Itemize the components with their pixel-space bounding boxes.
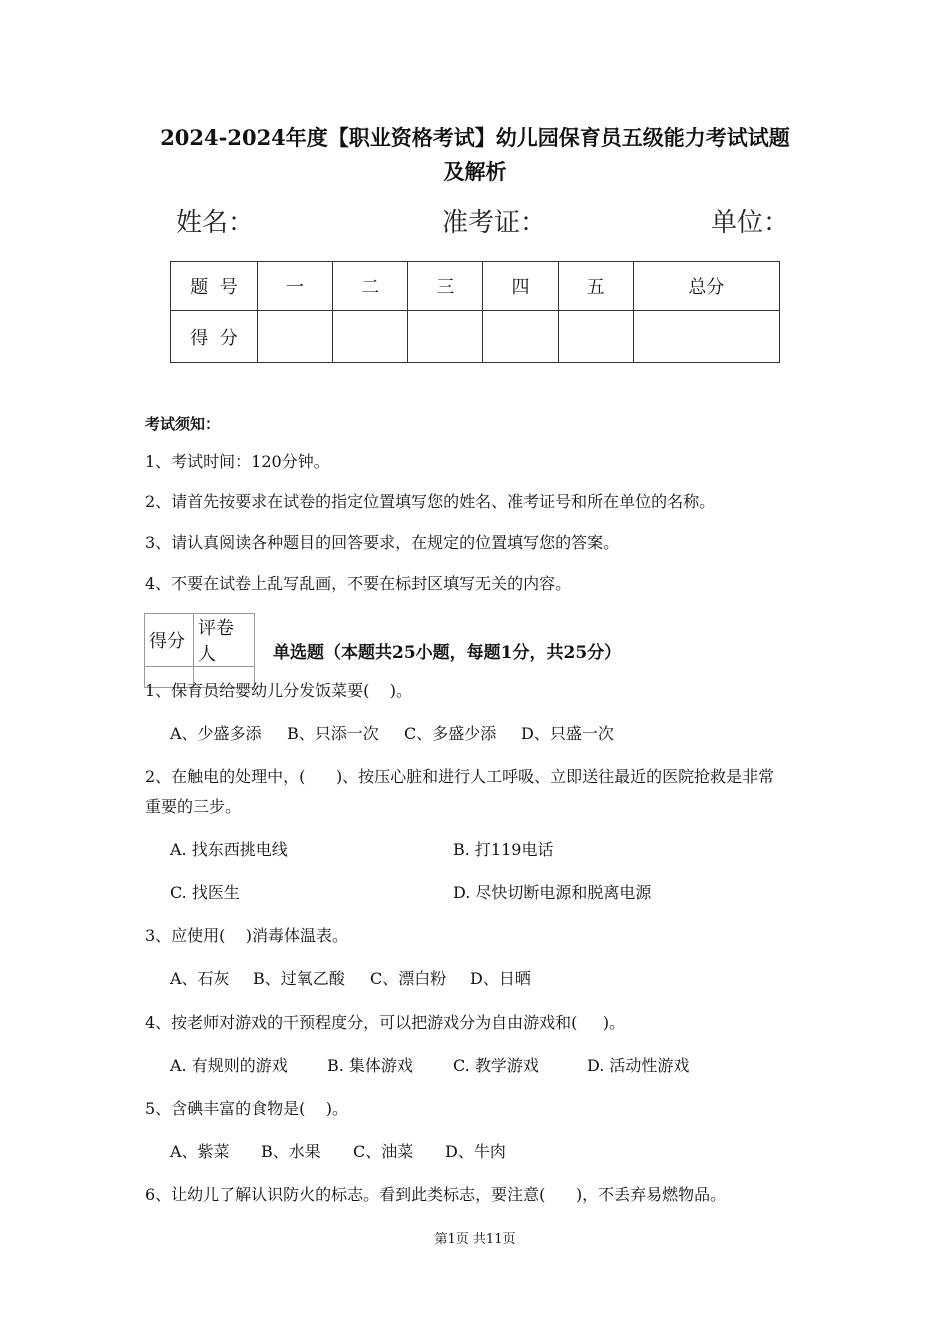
grader-reviewer-label: 评卷人 [194, 614, 255, 667]
score-table-header-cell: 二 [333, 262, 408, 311]
option: D、只盛一次 [521, 724, 614, 743]
option: C、多盛少添 [404, 724, 497, 743]
score-table-header-cell: 五 [558, 262, 633, 311]
option: D. 活动性游戏 [587, 1056, 690, 1075]
score-table-header-cell: 总分 [633, 262, 779, 311]
document-title: 2024-2024年度【职业资格考试】幼儿园保育员五级能力考试试题 [160, 125, 790, 150]
notice-item: 3、请认真阅读各种题目的回答要求，在规定的位置填写您的答案。 [145, 533, 620, 552]
name-label: 姓名： [176, 208, 255, 238]
option: D. 尽快切断电源和脱离电源 [453, 883, 652, 902]
unit-label: 单位： [711, 208, 790, 238]
score-table-header-cell: 三 [408, 262, 483, 311]
score-table-header-cell: 一 [258, 262, 333, 311]
option: A、石灰 [170, 969, 230, 988]
question-stem: 3、应使用( )消毒体温表。 [145, 926, 349, 945]
score-cell [633, 311, 779, 363]
question-stem: 5、含碘丰富的食物是( )。 [145, 1099, 349, 1118]
score-table [170, 261, 780, 363]
score-table-header-cell: 四 [483, 262, 558, 311]
exam-id-label: 准考证： [442, 208, 547, 238]
option: D、牛肉 [445, 1142, 506, 1161]
score-row-label: 得 分 [171, 311, 258, 363]
option: B、水果 [261, 1142, 321, 1161]
notice-item: 1、考试时间：120分钟。 [145, 452, 330, 471]
page-footer: 第1页 共11页 [434, 1232, 516, 1247]
score-table-header-cell: 题 号 [171, 262, 258, 311]
question-stem: 1、保育员给婴幼儿分发饭菜要( )。 [145, 681, 413, 700]
score-table-score-row [171, 311, 780, 363]
option: C、漂白粉 [370, 969, 447, 988]
score-table-header-row [171, 262, 780, 311]
option: B. 打119电话 [453, 840, 554, 859]
option: C. 教学游戏 [453, 1056, 539, 1075]
option: B、只添一次 [287, 724, 379, 743]
option: A. 有规则的游戏 [170, 1056, 288, 1075]
option: B、过氧乙酸 [253, 969, 345, 988]
grader-box [144, 613, 255, 688]
question-stem-continued: 重要的三步。 [145, 797, 242, 816]
question-stem: 4、按老师对游戏的干预程度分，可以把游戏分为自由游戏和( )。 [145, 1013, 626, 1032]
section-title: 单选题（本题共25小题，每题1分，共25分） [273, 643, 622, 663]
notice-heading: 考试须知： [145, 415, 221, 433]
option: C. 找医生 [170, 883, 240, 902]
grader-score-label: 得分 [145, 614, 194, 667]
document-title-continued: 及解析 [443, 159, 507, 184]
score-cell [408, 311, 483, 363]
question-stem: 6、让幼儿了解认识防火的标志。看到此类标志，要注意( )，不丢弃易燃物品。 [145, 1185, 727, 1204]
notice-item: 4、不要在试卷上乱写乱画，不要在标封区填写无关的内容。 [145, 574, 572, 593]
score-cell [483, 311, 558, 363]
notice-item: 2、请首先按要求在试卷的指定位置填写您的姓名、准考证号和所在单位的名称。 [145, 492, 716, 511]
option: C、油菜 [353, 1142, 414, 1161]
option: A、紫菜 [170, 1142, 230, 1161]
score-cell [333, 311, 408, 363]
question-stem: 2、在触电的处理中，( )、按压心脏和进行人工呼吸、立即送往最近的医院抢救是非常 [145, 767, 775, 786]
score-cell [558, 311, 633, 363]
option: A、少盛多添 [170, 724, 262, 743]
option: B. 集体游戏 [327, 1056, 413, 1075]
option: D、日晒 [470, 969, 531, 988]
score-cell [258, 311, 333, 363]
option: A. 找东西挑电线 [170, 840, 288, 859]
